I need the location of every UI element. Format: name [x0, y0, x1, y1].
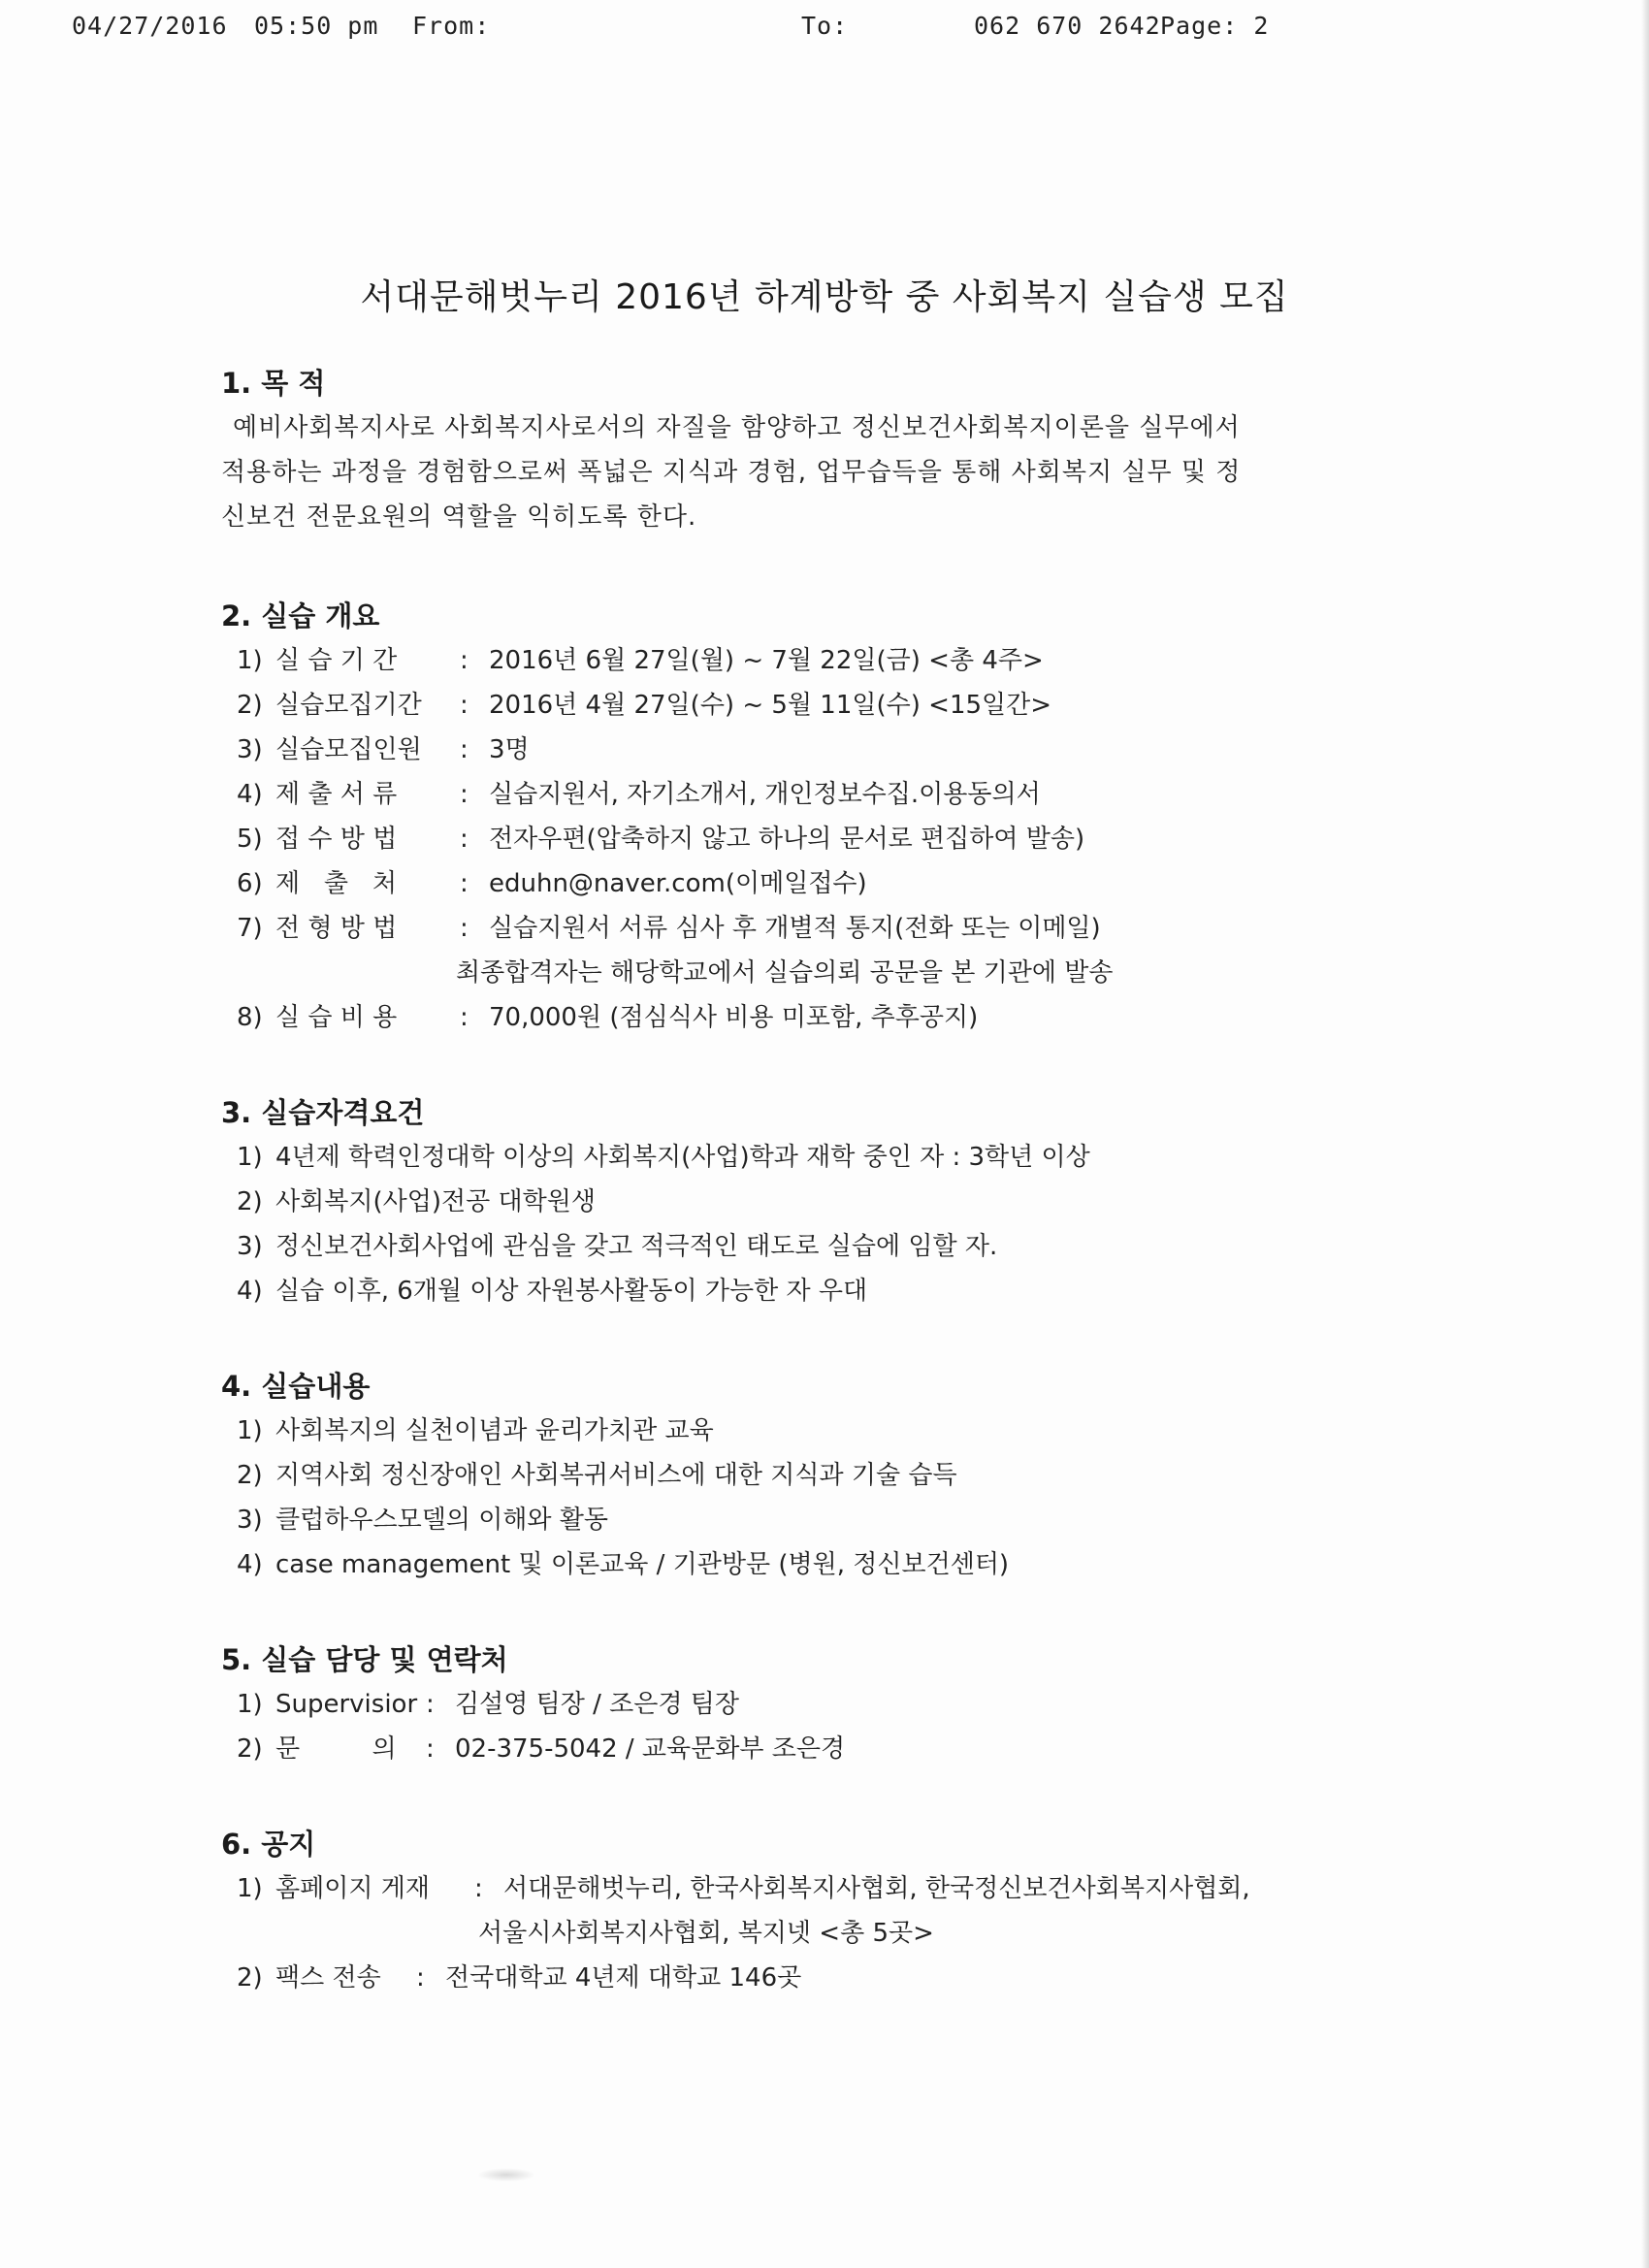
item-continuation: 서울시사회복지사협회, 복지넷 <총 5곳> [478, 1919, 934, 1948]
paragraph-line: 예비사회복지사로 사회복지사로서의 자질을 함양하고 정신보건사회복지이론을 실무에서 [233, 413, 1241, 442]
item-number: 1) [237, 1416, 263, 1445]
item-separator: : [460, 914, 469, 943]
section-heading: 2. 실습 개요 [221, 599, 380, 632]
document-title: 서대문해벗누리 2016년 하계방학 중 사회복지 실습생 모집 [360, 277, 1289, 317]
item-number: 2) [237, 1461, 263, 1490]
fax-time: 05:50 pm [254, 12, 379, 40]
item-label: 실 습 기 간 [275, 646, 398, 675]
list-item [221, 817, 1337, 861]
section-heading: 6. 공지 [221, 1828, 316, 1861]
item-number: 2) [237, 691, 263, 720]
item-number: 7) [237, 914, 263, 943]
list-item [221, 861, 1337, 906]
item-separator: : [460, 646, 469, 675]
section-heading: 5. 실습 담당 및 연락처 [221, 1643, 508, 1676]
item-text: 실습 이후, 6개월 이상 자원봉사활동이 가능한 자 우대 [275, 1277, 868, 1306]
paragraph-line: 적용하는 과정을 경험함으로써 폭넓은 지식과 경험, 업무습득을 통해 사회복지 실무 및 정 [221, 458, 1242, 487]
item-value: 실습지원서, 자기소개서, 개인정보수집.이용동의서 [489, 780, 1041, 809]
item-value: 70,000원 (점심식사 비용 미포함, 추후공지) [489, 1003, 979, 1032]
item-text: 사회복지(사업)전공 대학원생 [275, 1187, 596, 1216]
list-item [221, 1453, 1337, 1498]
purpose-paragraph [221, 405, 1337, 539]
list-item [221, 638, 1337, 683]
list-item [221, 1180, 1337, 1224]
item-value: 3명 [489, 735, 530, 764]
section-heading: 3. 실습자격요건 [221, 1096, 425, 1129]
list-item [221, 1682, 1337, 1727]
section-heading: 1. 목 적 [221, 367, 326, 400]
list-item [221, 1224, 1337, 1269]
item-text: 지역사회 정신장애인 사회복귀서비스에 대한 지식과 기술 습득 [275, 1461, 957, 1490]
item-number: 3) [237, 735, 263, 764]
item-separator: : [426, 1734, 435, 1764]
item-number: 4) [237, 780, 263, 809]
fax-phone: 062 670 2642 [974, 12, 1161, 40]
list-item [221, 1409, 1337, 1453]
item-number: 1) [237, 1874, 263, 1903]
fax-to-label: To: [801, 12, 849, 40]
fax-header [0, 8, 1649, 47]
phone-number: 02-375-5042 / 교육문화부 조은경 [455, 1734, 846, 1764]
item-separator: : [460, 1003, 469, 1032]
scan-smudge [477, 2168, 535, 2182]
item-number: 4) [237, 1277, 263, 1306]
paragraph-line: 신보건 전문요원의 역할을 익히도록 한다. [221, 502, 697, 532]
section-notice [221, 1822, 1337, 2000]
fax-page-number: 2 [1253, 12, 1270, 40]
list-item [221, 1135, 1337, 1180]
item-text: 클럽하우스모델의 이해와 활동 [275, 1506, 609, 1535]
item-separator: : [416, 1963, 425, 1993]
fax-page-label: Page: [1160, 12, 1239, 40]
item-number: 1) [237, 1143, 263, 1172]
section-purpose [221, 361, 1337, 539]
fax-from-label: From: [412, 12, 491, 40]
item-value: 전국대학교 4년제 대학교 146곳 [445, 1963, 802, 1993]
item-label: 문 의 [275, 1734, 397, 1764]
document-body [221, 361, 1337, 2051]
item-label: 실 습 비 용 [275, 1003, 398, 1032]
item-value: 서대문해벗누리, 한국사회복지사협회, 한국정신보건사회복지사협회, [503, 1874, 1250, 1903]
item-text: 사회복지의 실천이념과 윤리가치관 교육 [275, 1416, 714, 1445]
overview-list [221, 638, 1337, 1040]
item-number: 5) [237, 825, 263, 854]
item-value: 2016년 6월 27일(월) ~ 7월 22일(금) <총 4주> [489, 646, 1044, 675]
item-value: 전자우편(압축하지 않고 하나의 문서로 편집하여 발송) [489, 825, 1085, 854]
list-item [221, 1542, 1337, 1587]
item-separator: : [426, 1690, 435, 1719]
section-contact [221, 1637, 1337, 1771]
item-continuation: 최종합격자는 해당학교에서 실습의뢰 공문을 본 기관에 발송 [456, 958, 1114, 988]
section-qualifications [221, 1090, 1337, 1313]
item-label: Supervisior [275, 1690, 418, 1719]
list-item [221, 1866, 1337, 1911]
item-text: 4년제 학력인정대학 이상의 사회복지(사업)학과 재학 중인 자 : 3학년 이상 [275, 1143, 1090, 1172]
item-number: 3) [237, 1506, 263, 1535]
list-item [221, 772, 1337, 817]
list-item [221, 1498, 1337, 1542]
item-separator: : [460, 691, 469, 720]
section-heading: 4. 실습내용 [221, 1370, 371, 1403]
item-number: 2) [237, 1187, 263, 1216]
item-label: 접 수 방 법 [275, 825, 398, 854]
notice-list [221, 1866, 1337, 2000]
email-address: eduhn@naver.com(이메일접수) [489, 869, 867, 898]
item-number: 1) [237, 646, 263, 675]
item-number: 2) [237, 1963, 263, 1993]
item-text: 정신보건사회사업에 관심을 갖고 적극적인 태도로 실습에 임할 자. [275, 1232, 998, 1261]
content-list [221, 1409, 1337, 1587]
list-item [221, 683, 1337, 728]
item-label: 홈페이지 게재 [275, 1874, 430, 1903]
item-number: 6) [237, 869, 263, 898]
qualifications-list [221, 1135, 1337, 1313]
item-separator: : [460, 735, 469, 764]
scan-edge-shadow [1641, 0, 1649, 2268]
list-item [221, 728, 1337, 772]
item-label: 실습모집기간 [275, 691, 422, 720]
fax-date: 04/27/2016 [72, 12, 228, 40]
item-separator: : [460, 825, 469, 854]
item-number: 2) [237, 1734, 263, 1764]
list-item [221, 1956, 1337, 2000]
list-item [221, 995, 1337, 1040]
item-separator: : [460, 869, 469, 898]
fax-page-indicator [1160, 12, 1269, 40]
item-label: 전 형 방 법 [275, 914, 398, 943]
item-value: 실습지원서 서류 심사 후 개별적 통지(전화 또는 이메일) [489, 914, 1101, 943]
item-value: 김설영 팀장 / 조은경 팀장 [455, 1690, 739, 1719]
item-number: 3) [237, 1232, 263, 1261]
item-separator: : [460, 780, 469, 809]
section-content [221, 1364, 1337, 1587]
section-overview [221, 594, 1337, 1040]
item-number: 1) [237, 1690, 263, 1719]
item-label: 제 출 처 [275, 869, 397, 898]
item-label: 실습모집인원 [275, 735, 422, 764]
item-label: 제 출 서 류 [275, 780, 398, 809]
item-number: 8) [237, 1003, 263, 1032]
list-item [221, 1727, 1337, 1771]
item-separator: : [474, 1874, 483, 1903]
contact-list [221, 1682, 1337, 1771]
list-item [221, 1269, 1337, 1313]
item-text: case management 및 이론교육 / 기관방문 (병원, 정신보건센터) [275, 1550, 1010, 1579]
item-label: 팩스 전송 [275, 1963, 381, 1993]
item-value: 2016년 4월 27일(수) ~ 5월 11일(수) <15일간> [489, 691, 1052, 720]
item-number: 4) [237, 1550, 263, 1579]
list-item [221, 906, 1337, 951]
